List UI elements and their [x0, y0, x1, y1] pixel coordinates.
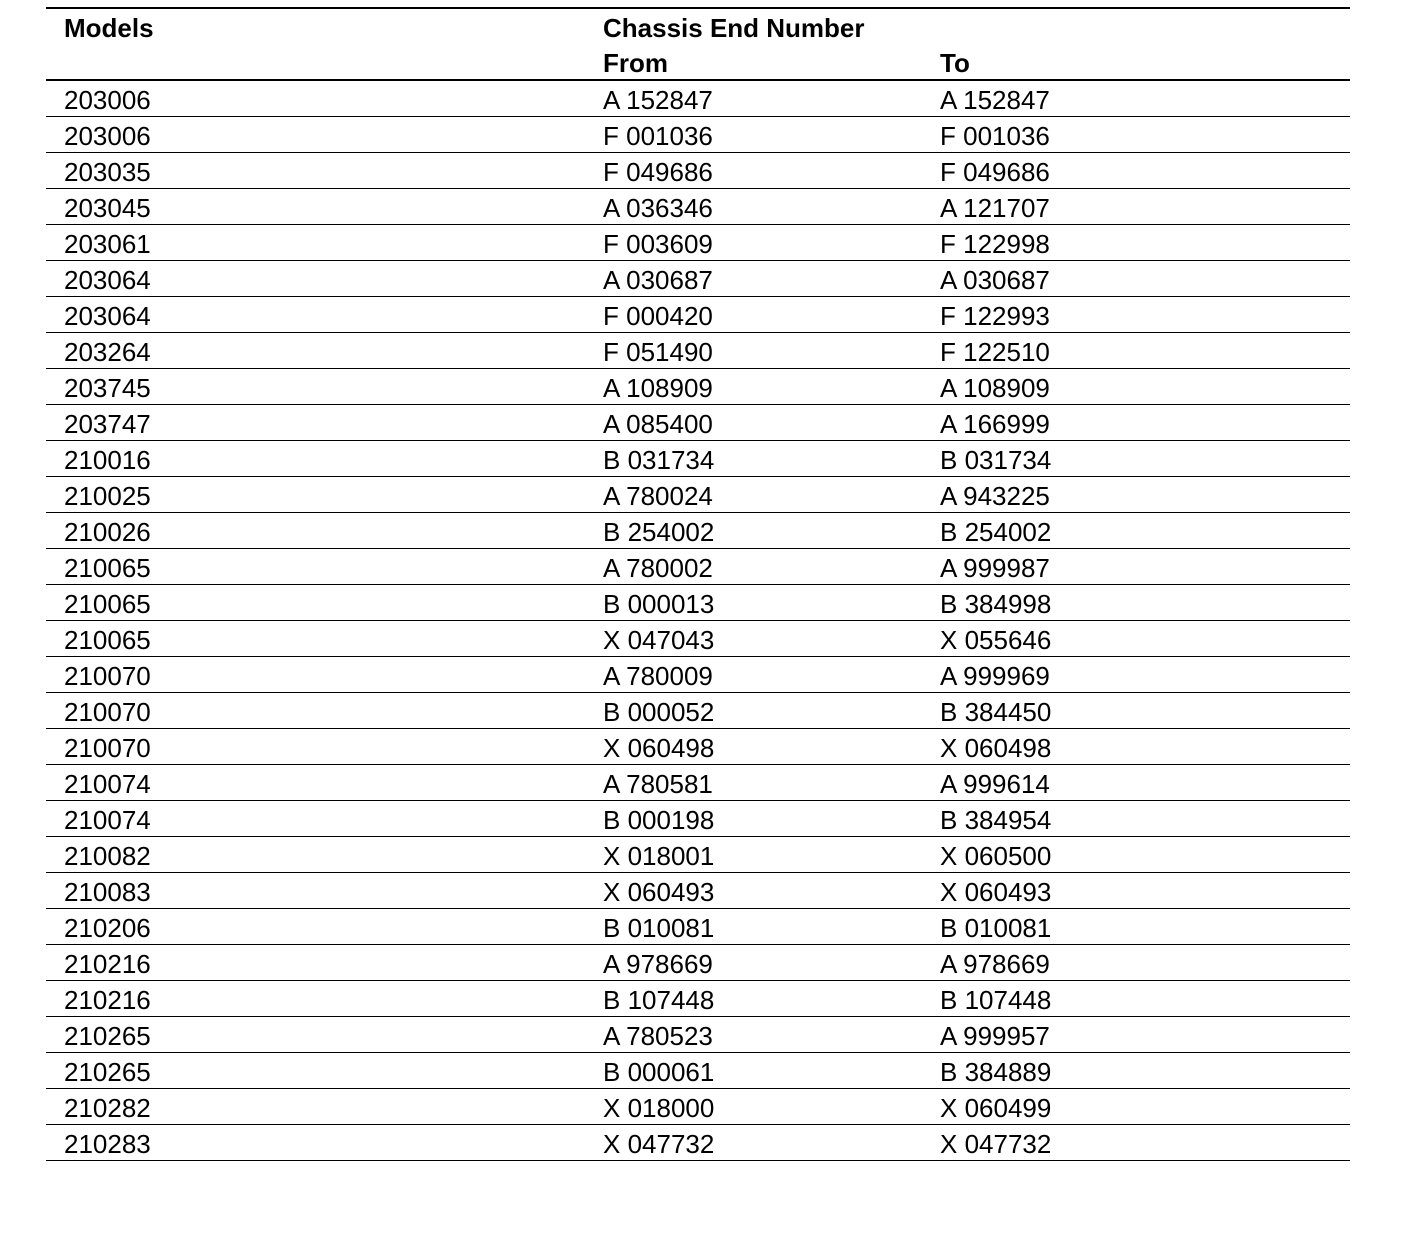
- table-row: [46, 693, 1350, 729]
- model-cell: 210065: [64, 589, 151, 619]
- to-cell: A 166999: [940, 409, 1050, 439]
- header-from: From: [603, 48, 668, 78]
- to-cell: X 060498: [940, 733, 1052, 763]
- from-cell: A 780009: [603, 661, 713, 691]
- from-cell: X 047732: [603, 1129, 715, 1159]
- model-cell: 203064: [64, 301, 151, 331]
- table-row: [46, 189, 1350, 225]
- model-cell: 210026: [64, 517, 151, 547]
- table-row: [46, 621, 1350, 657]
- from-cell: A 085400: [603, 409, 713, 439]
- model-cell: 203745: [64, 373, 151, 403]
- model-cell: 210074: [64, 805, 151, 835]
- header-chassis-end-number: Chassis End Number: [603, 13, 865, 43]
- table-row: [46, 261, 1350, 297]
- to-cell: A 121707: [940, 193, 1050, 223]
- model-cell: 203006: [64, 121, 151, 151]
- from-cell: F 001036: [603, 121, 713, 151]
- model-cell: 210216: [64, 949, 151, 979]
- to-cell: B 384889: [940, 1057, 1052, 1087]
- model-cell: 210074: [64, 769, 151, 799]
- model-cell: 210282: [64, 1093, 151, 1123]
- table-row: [46, 909, 1350, 945]
- table-row: [46, 333, 1350, 369]
- table-row: [46, 585, 1350, 621]
- to-cell: F 001036: [940, 121, 1050, 151]
- to-cell: F 122993: [940, 301, 1050, 331]
- table-row: [46, 1017, 1350, 1053]
- table-row: [46, 1125, 1350, 1161]
- model-cell: 210065: [64, 553, 151, 583]
- to-cell: X 060500: [940, 841, 1052, 871]
- to-cell: A 943225: [940, 481, 1050, 511]
- to-cell: A 152847: [940, 85, 1050, 115]
- from-cell: A 780581: [603, 769, 713, 799]
- from-cell: A 978669: [603, 949, 713, 979]
- from-cell: X 060493: [603, 877, 715, 907]
- table-row: [46, 765, 1350, 801]
- from-cell: F 049686: [603, 157, 713, 187]
- to-cell: X 060499: [940, 1093, 1052, 1123]
- from-cell: A 030687: [603, 265, 713, 295]
- from-cell: A 780002: [603, 553, 713, 583]
- to-cell: A 999969: [940, 661, 1050, 691]
- table-row: [46, 1089, 1350, 1125]
- model-cell: 203045: [64, 193, 151, 223]
- table-header: [46, 9, 1350, 79]
- table-row: [46, 873, 1350, 909]
- model-cell: 210265: [64, 1057, 151, 1087]
- from-cell: X 018001: [603, 841, 715, 871]
- table-row: [46, 549, 1350, 585]
- from-cell: A 780024: [603, 481, 713, 511]
- from-cell: B 107448: [603, 985, 715, 1015]
- to-cell: A 999987: [940, 553, 1050, 583]
- model-cell: 203035: [64, 157, 151, 187]
- from-cell: X 047043: [603, 625, 715, 655]
- to-cell: F 122510: [940, 337, 1050, 367]
- model-cell: 210065: [64, 625, 151, 655]
- from-cell: B 031734: [603, 445, 715, 475]
- table-row: [46, 729, 1350, 765]
- to-cell: B 254002: [940, 517, 1052, 547]
- from-cell: B 000061: [603, 1057, 715, 1087]
- table-row: [46, 477, 1350, 513]
- table-row: [46, 117, 1350, 153]
- table-row: [46, 369, 1350, 405]
- to-cell: B 031734: [940, 445, 1052, 475]
- model-cell: 203064: [64, 265, 151, 295]
- from-cell: A 108909: [603, 373, 713, 403]
- model-cell: 210070: [64, 733, 151, 763]
- to-cell: A 999957: [940, 1021, 1050, 1051]
- from-cell: A 152847: [603, 85, 713, 115]
- to-cell: A 978669: [940, 949, 1050, 979]
- model-cell: 210265: [64, 1021, 151, 1051]
- to-cell: B 384998: [940, 589, 1052, 619]
- to-cell: B 384954: [940, 805, 1052, 835]
- table-row: [46, 441, 1350, 477]
- model-cell: 210082: [64, 841, 151, 871]
- to-cell: X 055646: [940, 625, 1052, 655]
- from-cell: F 003609: [603, 229, 713, 259]
- model-cell: 210025: [64, 481, 151, 511]
- model-cell: 203264: [64, 337, 151, 367]
- from-cell: B 000052: [603, 697, 715, 727]
- to-cell: A 030687: [940, 265, 1050, 295]
- table-row: [46, 405, 1350, 441]
- table-row: [46, 297, 1350, 333]
- table-row: [46, 225, 1350, 261]
- to-cell: B 107448: [940, 985, 1052, 1015]
- from-cell: A 036346: [603, 193, 713, 223]
- table-row: [46, 945, 1350, 981]
- to-cell: A 999614: [940, 769, 1050, 799]
- table-row: [46, 657, 1350, 693]
- to-cell: B 010081: [940, 913, 1052, 943]
- from-cell: B 000013: [603, 589, 715, 619]
- model-cell: 210070: [64, 661, 151, 691]
- table-row: [46, 1053, 1350, 1089]
- model-cell: 210206: [64, 913, 151, 943]
- from-cell: F 000420: [603, 301, 713, 331]
- to-cell: F 049686: [940, 157, 1050, 187]
- to-cell: A 108909: [940, 373, 1050, 403]
- to-cell: B 384450: [940, 697, 1052, 727]
- table-row: [46, 981, 1350, 1017]
- table-row: [46, 837, 1350, 873]
- header-models: Models: [64, 13, 154, 43]
- model-cell: 210070: [64, 697, 151, 727]
- model-cell: 203006: [64, 85, 151, 115]
- from-cell: X 018000: [603, 1093, 715, 1123]
- from-cell: B 010081: [603, 913, 715, 943]
- table-row: [46, 81, 1350, 117]
- to-cell: X 060493: [940, 877, 1052, 907]
- from-cell: F 051490: [603, 337, 713, 367]
- model-cell: 210216: [64, 985, 151, 1015]
- from-cell: B 000198: [603, 805, 715, 835]
- to-cell: F 122998: [940, 229, 1050, 259]
- from-cell: A 780523: [603, 1021, 713, 1051]
- model-cell: 210016: [64, 445, 151, 475]
- table-row: [46, 513, 1350, 549]
- header-to: To: [940, 48, 970, 78]
- model-cell: 210083: [64, 877, 151, 907]
- model-cell: 203061: [64, 229, 151, 259]
- model-cell: 203747: [64, 409, 151, 439]
- to-cell: X 047732: [940, 1129, 1052, 1159]
- from-cell: X 060498: [603, 733, 715, 763]
- table-row: [46, 153, 1350, 189]
- table-row: [46, 801, 1350, 837]
- model-cell: 210283: [64, 1129, 151, 1159]
- from-cell: B 254002: [603, 517, 715, 547]
- table-body: [46, 81, 1350, 1161]
